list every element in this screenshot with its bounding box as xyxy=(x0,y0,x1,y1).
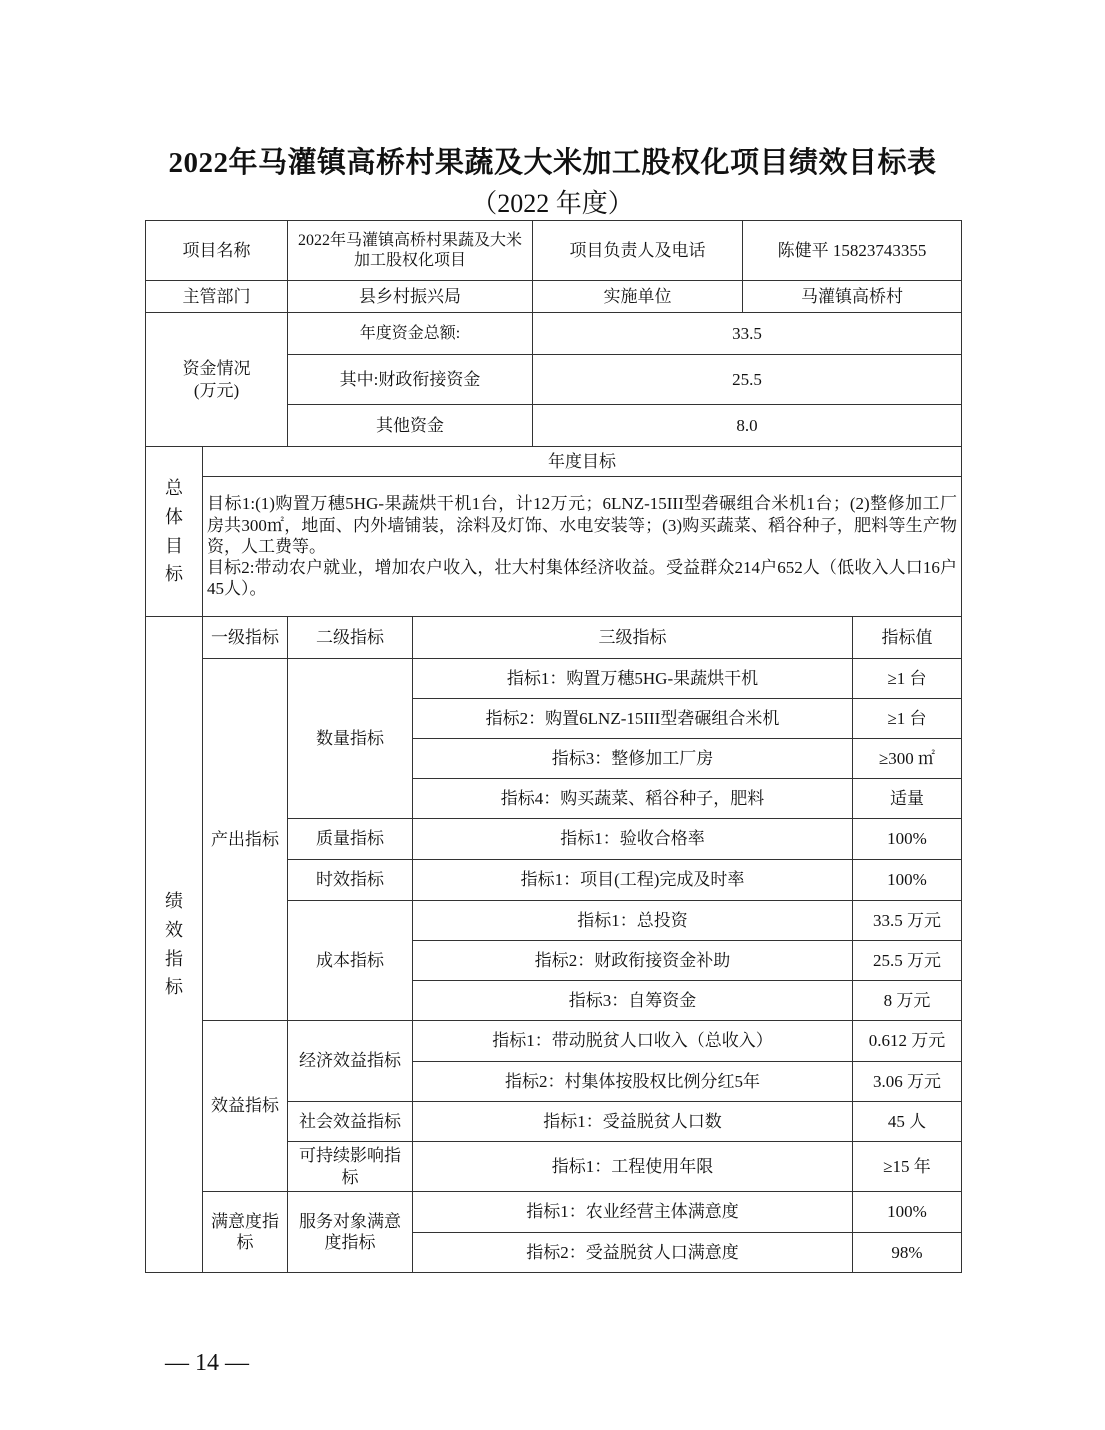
funds-other-label: 其他资金 xyxy=(288,405,533,447)
funds-label: 资金情况 (万元) xyxy=(146,313,288,447)
indicator-name: 指标1：项目(工程)完成及时率 xyxy=(413,860,853,901)
funds-total-value: 33.5 xyxy=(533,313,962,355)
indicator-value: 3.06 万元 xyxy=(853,1062,962,1102)
level2-social: 社会效益指标 xyxy=(288,1102,413,1142)
document-subtitle: （2022 年度） xyxy=(471,189,634,218)
header-value: 指标值 xyxy=(853,617,962,659)
page-number: — 14 — xyxy=(165,1350,249,1376)
indicators-side-label xyxy=(146,617,203,1273)
indicator-value: 45 人 xyxy=(853,1102,962,1142)
indicator-value: 100% xyxy=(853,860,962,901)
indicator-name: 指标3：自筹资金 xyxy=(413,981,853,1021)
goals-side-label xyxy=(146,447,203,617)
level2-quantity: 数量指标 xyxy=(288,659,413,819)
level1-benefit: 效益指标 xyxy=(203,1021,288,1192)
goals-side-text: 总体目标 xyxy=(165,477,183,585)
document-title: 2022年马灌镇高桥村果蔬及大米加工股权化项目绩效目标表 xyxy=(168,147,937,179)
indicator-value: ≥1 台 xyxy=(853,699,962,739)
indicator-name: 指标1：带动脱贫人口收入（总收入） xyxy=(413,1021,853,1062)
indicator-name: 指标1：受益脱贫人口数 xyxy=(413,1102,853,1142)
header-level2: 二级指标 xyxy=(288,617,413,659)
indicator-value: 25.5 万元 xyxy=(853,941,962,981)
indicator-value: 100% xyxy=(853,1192,962,1233)
indicator-name: 指标3：整修加工厂房 xyxy=(413,739,853,779)
funds-other-value: 8.0 xyxy=(533,405,962,447)
indicator-name: 指标1：购置万穗5HG-果蔬烘干机 xyxy=(413,659,853,699)
indicator-name: 指标2：财政衔接资金补助 xyxy=(413,941,853,981)
leader-label: 项目负责人及电话 xyxy=(533,221,743,281)
header-level1: 一级指标 xyxy=(203,617,288,659)
indicator-value: 100% xyxy=(853,819,962,860)
indicator-value: 适量 xyxy=(853,779,962,819)
indicator-name: 指标1：总投资 xyxy=(413,901,853,941)
unit-value: 马灌镇高桥村 xyxy=(743,281,962,313)
level2-quality: 质量指标 xyxy=(288,819,413,860)
project-name-value: 2022年马灌镇高桥村果蔬及大米加工股权化项目 xyxy=(288,221,533,281)
goal-1: 目标1:(1)购置万穗5HG-果蔬烘干机1台，计12万元；6LNZ-15III型砻碾组合米机1台；(2)整修加工厂房共300㎡，地面、内外墙铺装，涂料及灯饰、水电安装等；(3)购买蔬菜、稻谷种子，肥料等生产物资，人工费等。 xyxy=(207,494,958,556)
indicator-name: 指标2：受益脱贫人口满意度 xyxy=(413,1233,853,1273)
indicator-name: 指标2：购置6LNZ-15III型砻碾组合米机 xyxy=(413,699,853,739)
project-name-label: 项目名称 xyxy=(146,221,288,281)
indicator-name: 指标1：验收合格率 xyxy=(413,819,853,860)
funds-fiscal-label: 其中:财政衔接资金 xyxy=(288,355,533,405)
indicator-value: 8 万元 xyxy=(853,981,962,1021)
indicator-name: 指标4：购买蔬菜、稻谷种子，肥料 xyxy=(413,779,853,819)
indicator-value: ≥15 年 xyxy=(853,1142,962,1192)
leader-value: 陈健平 15823743355 xyxy=(743,221,962,281)
indicators-side-text: 绩效指标 xyxy=(165,890,183,998)
goal-2: 目标2:带动农户就业，增加农户收入，壮大村集体经济收益。受益群众214户652人（低收入人口16户45人）。 xyxy=(207,558,958,599)
level2-sustainable: 可持续影响指标 xyxy=(288,1142,413,1192)
indicator-value: ≥300 ㎡ xyxy=(853,739,962,779)
dept-value: 县乡村振兴局 xyxy=(288,281,533,313)
level1-satisfaction: 满意度指标 xyxy=(203,1192,288,1273)
dept-label: 主管部门 xyxy=(146,281,288,313)
unit-label: 实施单位 xyxy=(533,281,743,313)
indicator-value: 33.5 万元 xyxy=(853,901,962,941)
indicator-value: ≥1 台 xyxy=(853,659,962,699)
indicator-name: 指标1：工程使用年限 xyxy=(413,1142,853,1192)
funds-fiscal-value: 25.5 xyxy=(533,355,962,405)
level1-output: 产出指标 xyxy=(203,659,288,1021)
goals-content xyxy=(203,477,962,617)
indicator-name: 指标1：农业经营主体满意度 xyxy=(413,1192,853,1233)
header-level3: 三级指标 xyxy=(413,617,853,659)
funds-total-label: 年度资金总额: xyxy=(288,313,533,355)
goals-header: 年度目标 xyxy=(203,447,962,477)
indicator-value: 0.612 万元 xyxy=(853,1021,962,1062)
level2-timeliness: 时效指标 xyxy=(288,860,413,901)
indicator-name: 指标2：村集体按股权比例分红5年 xyxy=(413,1062,853,1102)
level2-economic: 经济效益指标 xyxy=(288,1021,413,1102)
level2-service-satisfaction: 服务对象满意度指标 xyxy=(288,1192,413,1273)
performance-table xyxy=(145,220,962,1273)
level2-cost: 成本指标 xyxy=(288,901,413,1021)
indicator-value: 98% xyxy=(853,1233,962,1273)
